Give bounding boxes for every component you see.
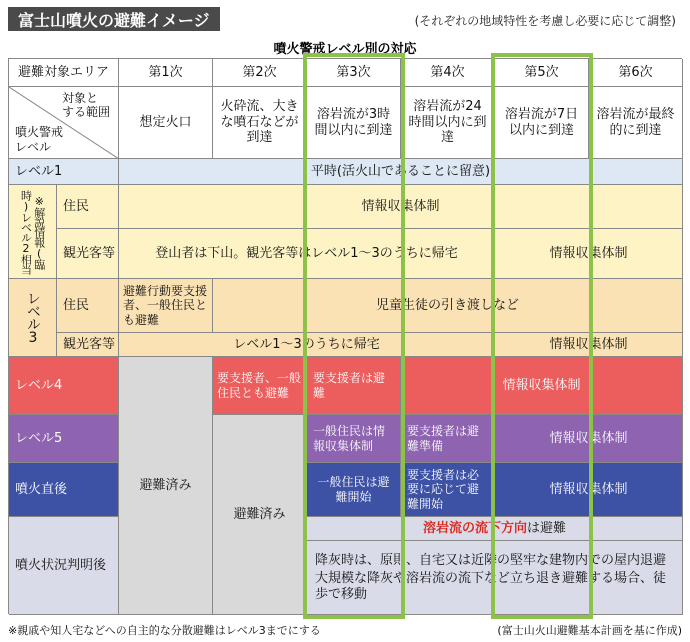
footer-source: (富士山火山避難基本計画を基に作成) [497,624,682,637]
level3-label: レベル3 [9,279,57,357]
level2-tourist-text: 登山者は下山。観光客等はレベル1～3のうちに帰宅 [119,229,495,279]
level4-c3: 要支援者は避難 [307,357,401,415]
level3-tourist-text: レベル1～3のうちに帰宅 [119,333,495,357]
eruption-c4: 要支援者は必要に応じて避難開始 [401,463,495,517]
eruption-label: 噴火直後 [9,463,119,517]
level2-resident-text: 情報収集体制 [119,185,683,229]
level1-text: 平時(活火山であることに留意) [119,159,683,185]
phase-5: 第5次 [495,59,589,87]
corner-range-label: 対象と する範囲 [61,91,110,120]
corner-diagonal-cell [9,87,119,159]
level5-c3: 一般住民は情報収集体制 [307,415,401,463]
range-1: 想定火口 [119,87,213,159]
level3-tourist-text2: 情報収集体制 [495,333,683,357]
level2-label: ※解説情報(臨時)レベル2相当 [9,185,57,279]
range-6: 溶岩流が最終的に到達 [589,87,683,159]
phase-6: 第6次 [589,59,683,87]
situation-note-walk: 大規模な降灰や溶岩流の流下など立ち退き避難する場合、徒歩で移動 [315,571,667,602]
table-subtitle: 噴火警戒レベル別の対応 [273,41,417,57]
phase-2: 第2次 [213,59,307,87]
level4-c2: 要支援者、一般住民とも避難 [213,357,307,415]
level5-c5: 情報収集体制 [495,415,683,463]
level2-tourist-text2: 情報収集体制 [495,229,683,279]
footer-note: ※親戚や知人宅などへの自主的な分散避難はレベル3までにする [8,624,321,637]
eruption-c5: 情報収集体制 [495,463,683,517]
range-3: 溶岩流が3時間以内に到達 [307,87,401,159]
level4-c5: 情報収集体制 [401,357,683,415]
situation-notes [307,541,683,615]
eruption-c3: 一般住民は避難開始 [307,463,401,517]
range-5: 溶岩流が7日以内に到達 [495,87,589,159]
lava-flow-rest: は避難 [527,520,567,536]
evacuated-phase1: 避難済み [119,357,213,615]
level5-c4: 要支援者は避難準備 [401,415,495,463]
level3-tourist-label: 観光客等 [57,333,119,357]
corner-area: 避難対象エリア [9,59,119,87]
situation-lava-row [307,517,683,541]
level3-resident-text: 児童生徒の引き渡しなど [213,279,683,333]
level2-resident-label: 住民 [57,185,119,229]
situation-label: 噴火状況判明後 [9,517,119,615]
phase-1: 第1次 [119,59,213,87]
lava-flow-direction: 溶岩流の流下方向 [422,520,527,536]
phase-3: 第3次 [307,59,401,87]
title-note: (それぞれの地域特性を考慮し必要に応じて調整) [414,14,676,28]
corner-level-label: 噴火警戒 レベル [15,125,64,154]
range-4: 溶岩流が24時間以内に到達 [401,87,495,159]
page-title: 富士山噴火の避難イメージ [8,7,220,31]
phase-4: 第4次 [401,59,495,87]
level5-label: レベル5 [9,415,119,463]
range-2: 火砕流、大きな噴石などが到達 [213,87,307,159]
level3-resident-label: 住民 [57,279,119,333]
level4-label: レベル4 [9,357,119,415]
level2-tourist-label: 観光客等 [57,229,119,279]
evacuation-table [8,58,682,614]
situation-note-ashfall: 降灰時は、原則、自宅又は近隣の堅牢な建物内での屋内退避 [315,552,667,568]
evacuated-phase2: 避難済み [213,415,307,615]
level1-label: レベル1 [9,159,119,185]
level3-resident-c1: 避難行動要支援者、一般住民とも避難 [119,279,213,333]
